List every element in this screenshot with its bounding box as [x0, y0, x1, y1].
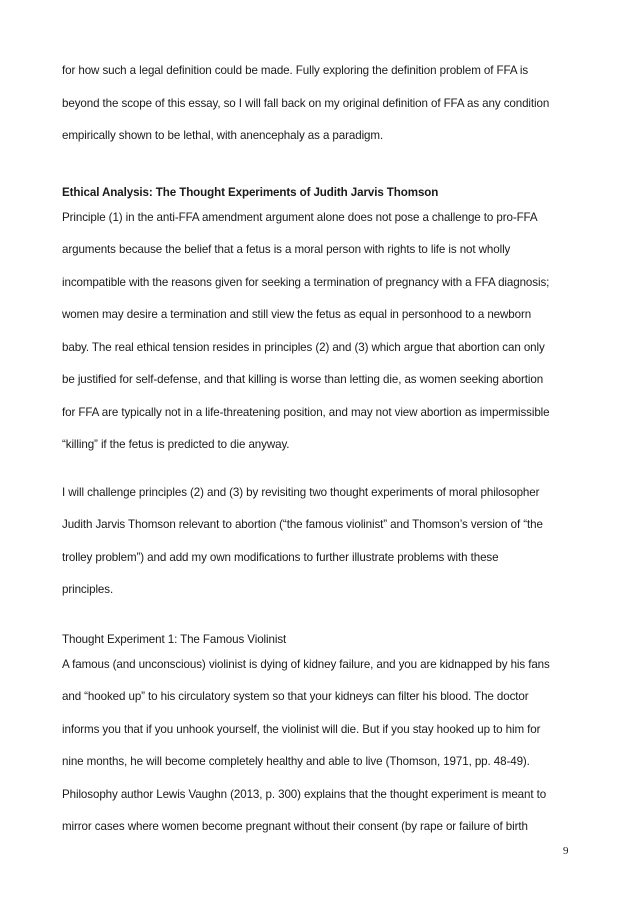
text-line: A famous (and unconscious) violinist is dying of kidney failure, and you are kidnapped by his fans	[62, 658, 550, 671]
section-heading: Ethical Analysis: The Thought Experiments of Judith Jarvis Thomson	[62, 186, 439, 199]
text-line: and “hooked up” to his circulatory system so that your kidneys can filter his blood. The doctor	[62, 690, 529, 703]
text-line: for FFA are typically not in a life-threatening position, and may not view abortion as impermissible	[62, 406, 550, 419]
text-line: Judith Jarvis Thomson relevant to abortion (“the famous violinist” and Thomson’s version of “the	[62, 518, 543, 531]
subheading: Thought Experiment 1: The Famous Violinist	[62, 633, 287, 646]
page-number: 9	[563, 845, 569, 857]
text-line: be justified for self-defense, and that killing is worse than letting die, as women seeking abortion	[62, 373, 544, 386]
text-line: women may desire a termination and still view the fetus as equal in personhood to a newborn	[62, 308, 532, 321]
text-line: mirror cases where women become pregnant without their consent (by rape or failure of birth	[62, 820, 528, 833]
text-line: empirically shown to be lethal, with anencephaly as a paradigm.	[62, 129, 384, 142]
text-line: informs you that if you unhook yourself, the violinist will die. But if you stay hooked up to him for	[62, 723, 541, 736]
text-line: nine months, he will become completely healthy and able to live (Thomson, 1971, pp. 48-49).	[62, 755, 530, 768]
text-line: baby. The real ethical tension resides in principles (2) and (3) which argue that abortion can only	[62, 341, 545, 354]
text-line: arguments because the belief that a fetus is a moral person with rights to life is not wholly	[62, 243, 511, 256]
text-line: incompatible with the reasons given for seeking a termination of pregnancy with a FFA diagnosis;	[62, 276, 550, 289]
text-line: beyond the scope of this essay, so I will fall back on my original definition of FFA as any condition	[62, 97, 550, 110]
text-line: for how such a legal definition could be made. Fully exploring the definition problem of FFA is	[62, 64, 529, 77]
text-line: “killing” if the fetus is predicted to die anyway.	[62, 438, 290, 451]
text-line: trolley problem”) and add my own modifications to further illustrate problems with these	[62, 551, 499, 564]
text-line: I will challenge principles (2) and (3) by revisiting two thought experiments of moral philosopher	[62, 486, 540, 499]
text-line: Philosophy author Lewis Vaughn (2013, p. 300) explains that the thought experiment is meant to	[62, 788, 547, 801]
text-line: Principle (1) in the anti-FFA amendment argument alone does not pose a challenge to pro-FFA	[62, 211, 538, 224]
text-line: principles.	[62, 583, 114, 596]
